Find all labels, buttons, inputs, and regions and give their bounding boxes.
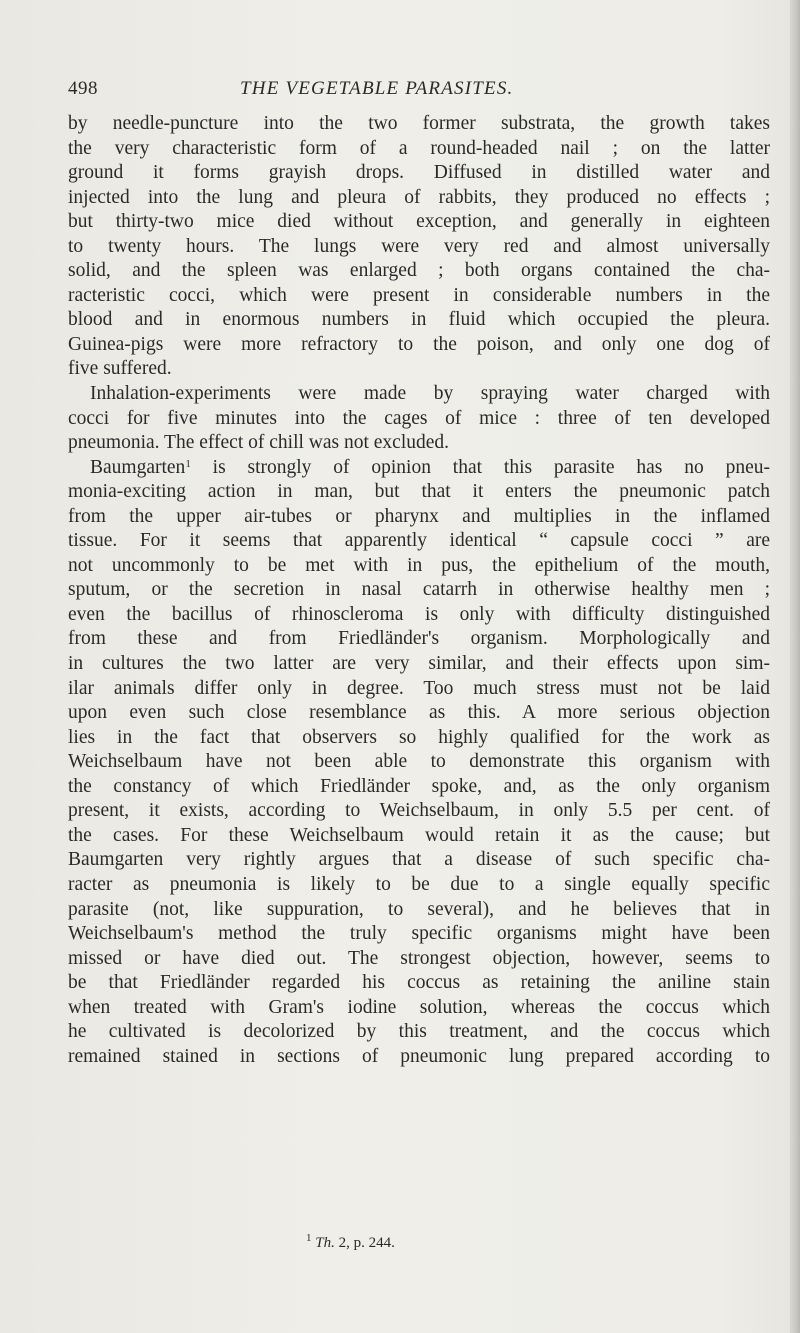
text-line: remained stained in sections of pneumonic lung prepared according to [68,1045,770,1067]
text-line: by needle-puncture into the two former substrata, the growth takes [68,113,770,134]
text-line: from these and from Friedländer's organism. Morphologically and [68,628,770,650]
text-line: he cultivated is decolorized by this treatment, and the coccus which [68,1021,770,1043]
text-line: solid, and the spleen was enlarged ; both organs contained the cha- [68,260,770,282]
text-line: Weichselbaum's method the truly specific organisms might have been [68,923,770,945]
text-line: lies in the fact that observers so highly qualified for the work as [68,726,770,748]
text-line: Baumgarten very rightly argues that a disease of such specific cha- [68,849,770,871]
text-line: be that Friedländer regarded his coccus as retaining the aniline stain [68,972,770,994]
footnote [306,1232,395,1252]
text-line: to twenty hours. The lungs were very red and almost universally [68,235,770,257]
running-title: THE VEGETABLE PARASITES. [240,78,514,99]
baumgarten-word: Baumgarten [90,456,186,478]
text-line: the very characteristic form of a round-headed nail ; on the latter [68,137,770,159]
text-line: ground it forms grayish drops. Diffused in distilled water and [68,162,770,184]
text-line: blood and in enormous numbers in fluid which occupied the pleura. [68,309,770,331]
text-line: Inhalation-experiments were made by spraying water charged with [90,383,770,405]
text-line: five suffered. [68,358,172,380]
footnote-marker: 1 [306,1232,312,1244]
text-line: in cultures the two latter are very similar, and their effects upon sim- [68,653,770,675]
text-line: sputum, or the secretion in nasal catarrh in otherwise healthy men ; [68,579,770,601]
text-line: parasite (not, like suppuration, to several), and he believes that in [68,898,770,920]
text-line: from the upper air-tubes or pharynx and multiplies in the inflamed [68,505,770,527]
line-continuation: is strongly of opinion that this parasite has no pneu- [190,456,770,478]
text-line: injected into the lung and pleura of rabbits, they produced no effects ; [68,186,770,208]
text-line: when treated with Gram's iodine solution, whereas the coccus which [68,996,770,1018]
text-line: tissue. For it seems that apparently identical “ capsule cocci ” are [68,530,770,552]
text-line: pneumonia. The effect of chill was not excluded. [68,432,450,454]
text-line: monia-exciting action in man, but that it enters the pneumonic patch [68,481,770,503]
text-line: cocci for five minutes into the cages of mice : three of ten developed [68,407,770,429]
page-edge-shadow [790,0,800,1333]
text-line: ilar animals differ only in degree. Too much stress must not be laid [68,677,770,699]
text-line: upon even such close resemblance as this. A more serious objection [68,702,770,724]
text-line: Weichselbaum have not been able to demonstrate this organism with [68,751,770,773]
footnote-source: Th. [315,1235,335,1251]
body-text [68,112,770,1069]
footnote-reference: 1 [185,457,191,470]
text-line: even the bacillus of rhinoscleroma is only with difficulty distinguished [68,603,770,625]
text-line: not uncommonly to be met with in pus, the epithelium of the mouth, [68,554,770,576]
running-head [68,78,768,104]
text-line: present, it exists, according to Weichselbaum, in only 5.5 per cent. of [68,800,770,822]
text-line: missed or have died out. The strongest objection, however, seems to [68,947,770,969]
text-line: but thirty-two mice died without exception, and generally in eighteen [68,211,770,233]
text-line: racter as pneumonia is likely to be due to a single equally specific [68,873,770,895]
text-line: the constancy of which Friedländer spoke, and, as the only organism [68,775,770,797]
text-line: Guinea-pigs were more refractory to the poison, and only one dog of [68,333,770,355]
text-line: the cases. For these Weichselbaum would retain it as the cause; but [68,824,770,846]
footnote-citation: 2, p. 244. [334,1235,395,1251]
text-line-with-footnote [68,456,770,481]
page-number: 498 [68,78,98,99]
text-line: racteristic cocci, which were present in considerable numbers in the [68,284,770,306]
